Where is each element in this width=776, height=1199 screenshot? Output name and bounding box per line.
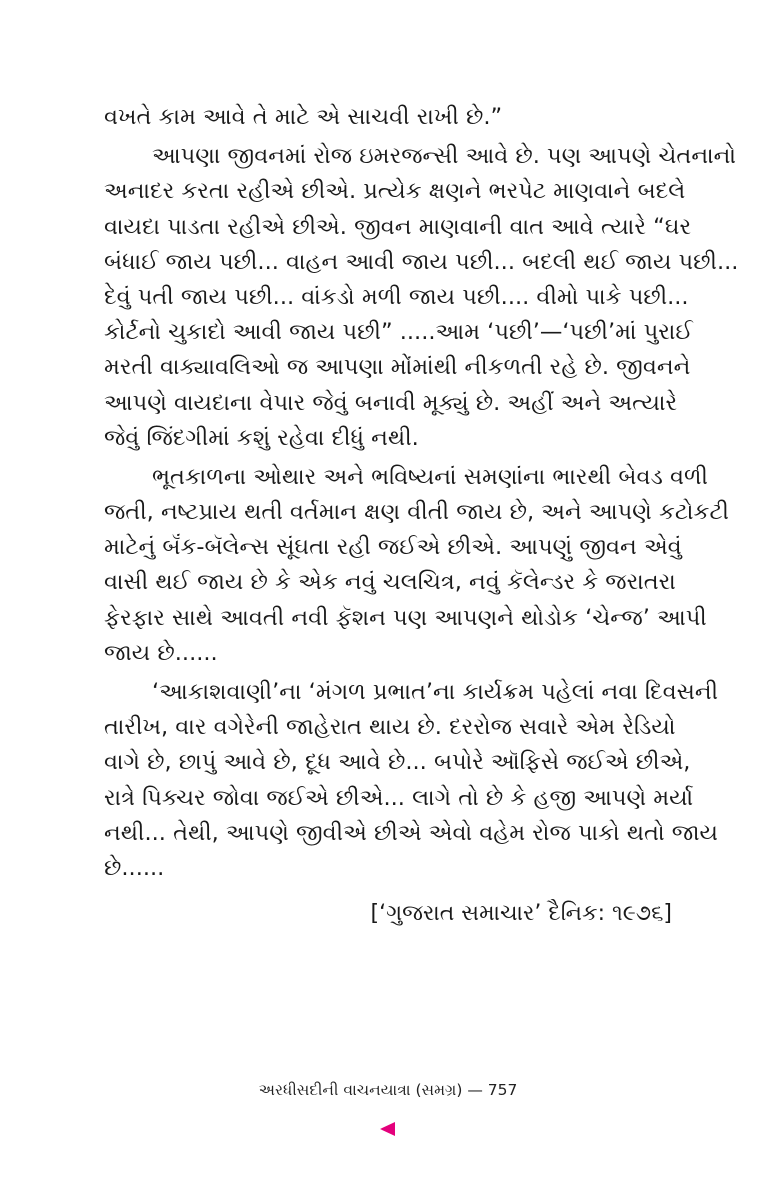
article-page xyxy=(104,100,739,931)
paragraph xyxy=(104,139,739,456)
text-line: અનાદર કરતા રહીએ છીએ. પ્રત્યેક ક્ષણને ભરપેટ માણવાને બદલે xyxy=(104,178,686,205)
text-line: ‘આકાશવાણી’ના ‘મંગળ પ્રભાત’ના કાર્યક્રમ પહેલાં નવા દિવસની xyxy=(152,679,719,705)
text-line: મરતી વાક્યાવલિઓ જ આપણા મોંમાંથી નીકળતી રહે છે. જીવનને xyxy=(104,354,691,381)
text-line: ફેરફાર સાથે આવતી નવી ફૅશન પણ આપણને થોડોક ‘ચેન્જ’ આપી xyxy=(104,604,707,631)
text-line: વાયદા પાડતા રહીએ છીએ. જીવન માણવાની વાત આવે ત્યારે “ઘર xyxy=(104,213,692,240)
text-line: તારીખ, વાર વગેરેની જાહેરાત થાય છે. દરરોજ સવારે એમ રેડિયો xyxy=(104,714,676,741)
page-footer: અરધીસદીની વાચનયાત્રા (સમગ્ર) — 757 xyxy=(258,1081,518,1099)
article-body xyxy=(104,100,739,886)
prev-page-arrow-icon[interactable] xyxy=(380,1122,395,1136)
text-line: જાય છે...... xyxy=(104,639,218,666)
text-line: વાસી થઈ જાય છે કે એક નવું ચલચિત્ર, નવું કૅલેન્ડર કે જરાતરા xyxy=(104,569,676,596)
text-line: આપણા જીવનમાં રોજ ઇમરજન્સી આવે છે. પણ આપણે ચેતનાનો xyxy=(152,143,737,170)
text-line: કોર્ટનો ચુકાદો આવી જાય પછી” .....આમ ‘પછી’—‘પછી’માં પુરાઈ xyxy=(104,319,693,346)
text-line: વાગે છે, છાપું આવે છે, દૂધ આવે છે... બપોરે ઑફિસે જઈએ છીએ, xyxy=(104,749,691,776)
text-line: માટેનું બૅંક-બૅલેન્સ સૂંઘતા રહી જઈએ છીએ. આપણું જીવન એવું xyxy=(104,534,682,561)
text-line: વખતે કામ આવે તે માટે એ સાચવી રાખી છે.” xyxy=(104,104,503,130)
text-line: આપણે વાયદાના વેપાર જેવું બનાવી મૂક્યું છે. અહીં અને અત્યારે xyxy=(104,389,678,416)
text-line: જતી, નષ્ટપ્રાય થતી વર્તમાન ક્ષણ વીતી જાય છે, અને આપણે કટોકટી xyxy=(104,499,729,526)
text-line: છે...... xyxy=(104,854,165,881)
paragraph xyxy=(104,460,729,671)
text-line: જેવું જિંદગીમાં કશું રહેવા દીધું નથી. xyxy=(104,424,419,451)
citation: [‘ગુજરાત સમાચાર’ દૈનિક: ૧૯૭૬] xyxy=(370,901,672,927)
text-line: નથી... તેથી, આપણે જીવીએ છીએ એવો વહેમ રોજ પાકો થતો જાય xyxy=(104,819,718,846)
text-line: દેવું પતી જાય પછી... વાંકડો મળી જાય પછી.... વીમો પાકે પછી... xyxy=(104,283,689,310)
text-line: રાત્રે પિક્ચર જોવા જઈએ છીએ... લાગે તો છે કે હજી આપણે મર્યા xyxy=(104,784,694,811)
paragraph xyxy=(104,100,672,135)
paragraph xyxy=(104,675,719,886)
text-line: ભૂતકાળના ઓથાર અને ભવિષ્યનાં સમણાંના ભારથી બેવડ વળી xyxy=(152,463,708,490)
text-line: બંધાઈ જાય પછી... વાહન આવી જાય પછી... બદલી થઈ જાય પછી... xyxy=(104,248,739,275)
